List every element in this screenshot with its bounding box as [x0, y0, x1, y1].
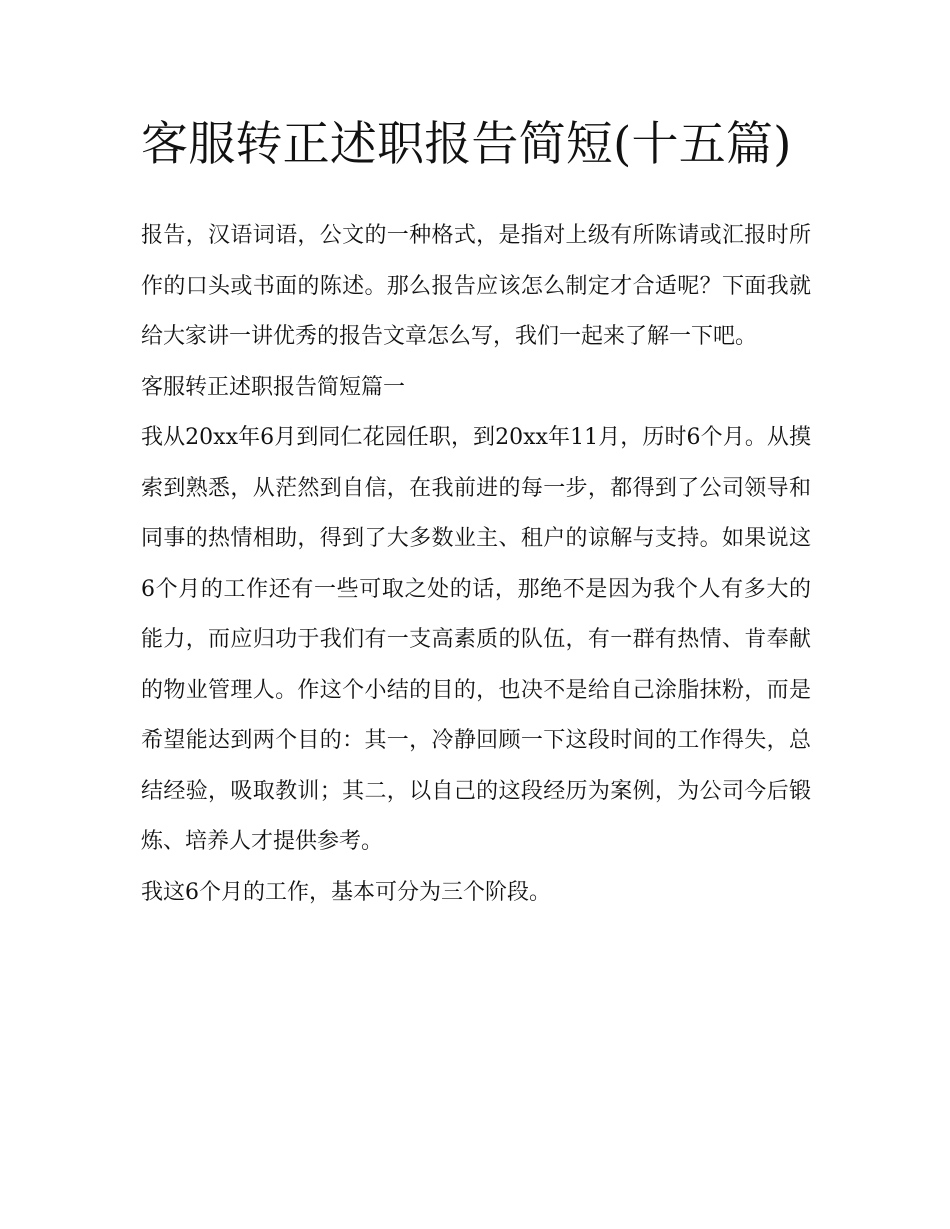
body-paragraph-1: 我从20xx年6月到同仁花园任职，到20xx年11月，历时6个月。从摸索到熟悉，从茫然到自信，在我前进的每一步，都得到了公司领导和同事的热情相助，得到了大多数业主、租户的谅解与支持。如果说这6个月的工作还有一些可取之处的话，那绝不是因为我个人有多大的能力，而应归功于我们有一支高素质的队伍，有一群有热情、肯奉献的物业管理人。作这个小结的目的，也决不是给自己涂脂抹粉，而是希望能达到两个目的：其一，冷静回顾一下这段时间的工作得失，总结经验，吸取教训；其二，以自己的这段经历为案例，为公司今后锻炼、培养人才提供参考。	[141, 425, 811, 854]
document-body	[141, 211, 811, 918]
intro-paragraph: 报告，汉语词语，公文的一种格式，是指对上级有所陈请或汇报时所作的口头或书面的陈述。那么报告应该怎么制定才合适呢？下面我就给大家讲一讲优秀的报告文章怎么写，我们一起来了解一下吧。	[141, 223, 811, 349]
section-heading: 客服转正述职报告简短篇一	[141, 374, 406, 400]
document-title: 客服转正述职报告简短(十五篇)	[141, 117, 792, 172]
body-paragraph-2: 我这6个月的工作，基本可分为三个阶段。	[141, 879, 551, 905]
document-content	[141, 114, 811, 918]
